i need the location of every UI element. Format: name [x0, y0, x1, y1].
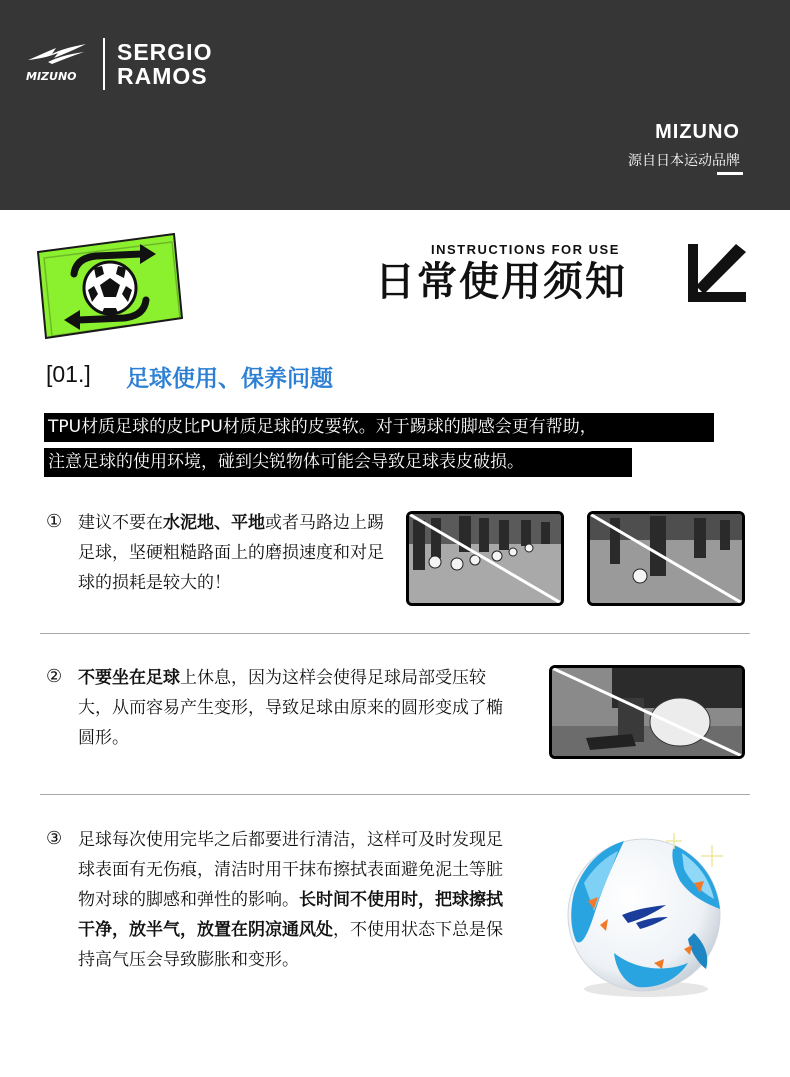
item-text-3: [78, 825, 518, 975]
header-divider: [103, 38, 105, 90]
instructions-title-cn: 日常使用须知: [375, 259, 627, 305]
arrow-down-left-icon: [688, 244, 746, 302]
photo-kids-playing-street: [406, 511, 564, 606]
item-text-2: [78, 663, 518, 753]
brand-underline: [717, 172, 743, 175]
photo-sitting-on-ball: [549, 665, 745, 759]
item-1-part-3: 或者马路边上踢足球，坚硬粗糙路面上的磨损速度和对足球的损耗是较大的！: [78, 513, 384, 593]
divider-1: [40, 633, 750, 634]
item-number-2: ②: [46, 666, 63, 687]
brand-name: MIZUNO: [655, 121, 740, 143]
mizuno-soccer-ball-image: [554, 823, 734, 1003]
item-1-part-1: 建议不要在: [78, 513, 163, 533]
mizuno-wordmark: MIZUNO: [26, 70, 77, 83]
athlete-name-line2: RAMOS: [117, 63, 208, 89]
ball-cycle-icon: [34, 230, 184, 340]
item-text-1: [78, 508, 398, 598]
item-2-part-2: 上休息，因为这样会使得足球局部受压较大，从而容易产生变形，导致足球由原来的圆形变成了椭圆形。: [78, 668, 503, 748]
athlete-name: [117, 40, 227, 88]
divider-2: [40, 794, 750, 795]
item-3-part-1: 足球每次使用完毕之后都要进行清洁，这样可及时发现足球表面有无伤痕，清洁时用干抹布擦拭表面避免泥土等脏物对球的脚感和弹性的影响。: [78, 830, 503, 910]
item-number-3: ③: [46, 828, 63, 849]
mizuno-logo: [26, 42, 94, 86]
mizuno-runbird-icon: [26, 42, 94, 72]
item-3-part-2: 长时间不使用时，把球擦拭干净，放半气，放置在阴凉通风处: [78, 890, 503, 940]
section-number: [01.]: [46, 361, 91, 387]
brand-subtitle: 源自日本运动品牌: [628, 153, 740, 169]
item-3-part-3: ，不使用状态下总是保持高气压会导致膨胀和变形。: [78, 920, 503, 970]
intro-line-2: 注意足球的使用环境，碰到尖锐物体可能会导致足球表皮破损。: [44, 448, 632, 477]
item-number-1: ①: [46, 511, 63, 532]
instructions-title-en: INSTRUCTIONS FOR USE: [431, 242, 620, 257]
item-1-part-2: 水泥地、平地: [163, 513, 265, 533]
intro-line-1: TPU材质足球的皮比PU材质足球的皮要软。对于踢球的脚感会更有帮助，: [44, 413, 714, 442]
section-title: 足球使用、保养问题: [126, 366, 333, 392]
photo-street-football: [587, 511, 745, 606]
item-2-part-1: 不要坐在足球: [78, 668, 180, 688]
athlete-name-line1: SERGIO: [117, 39, 213, 65]
header-banner: [0, 0, 790, 210]
